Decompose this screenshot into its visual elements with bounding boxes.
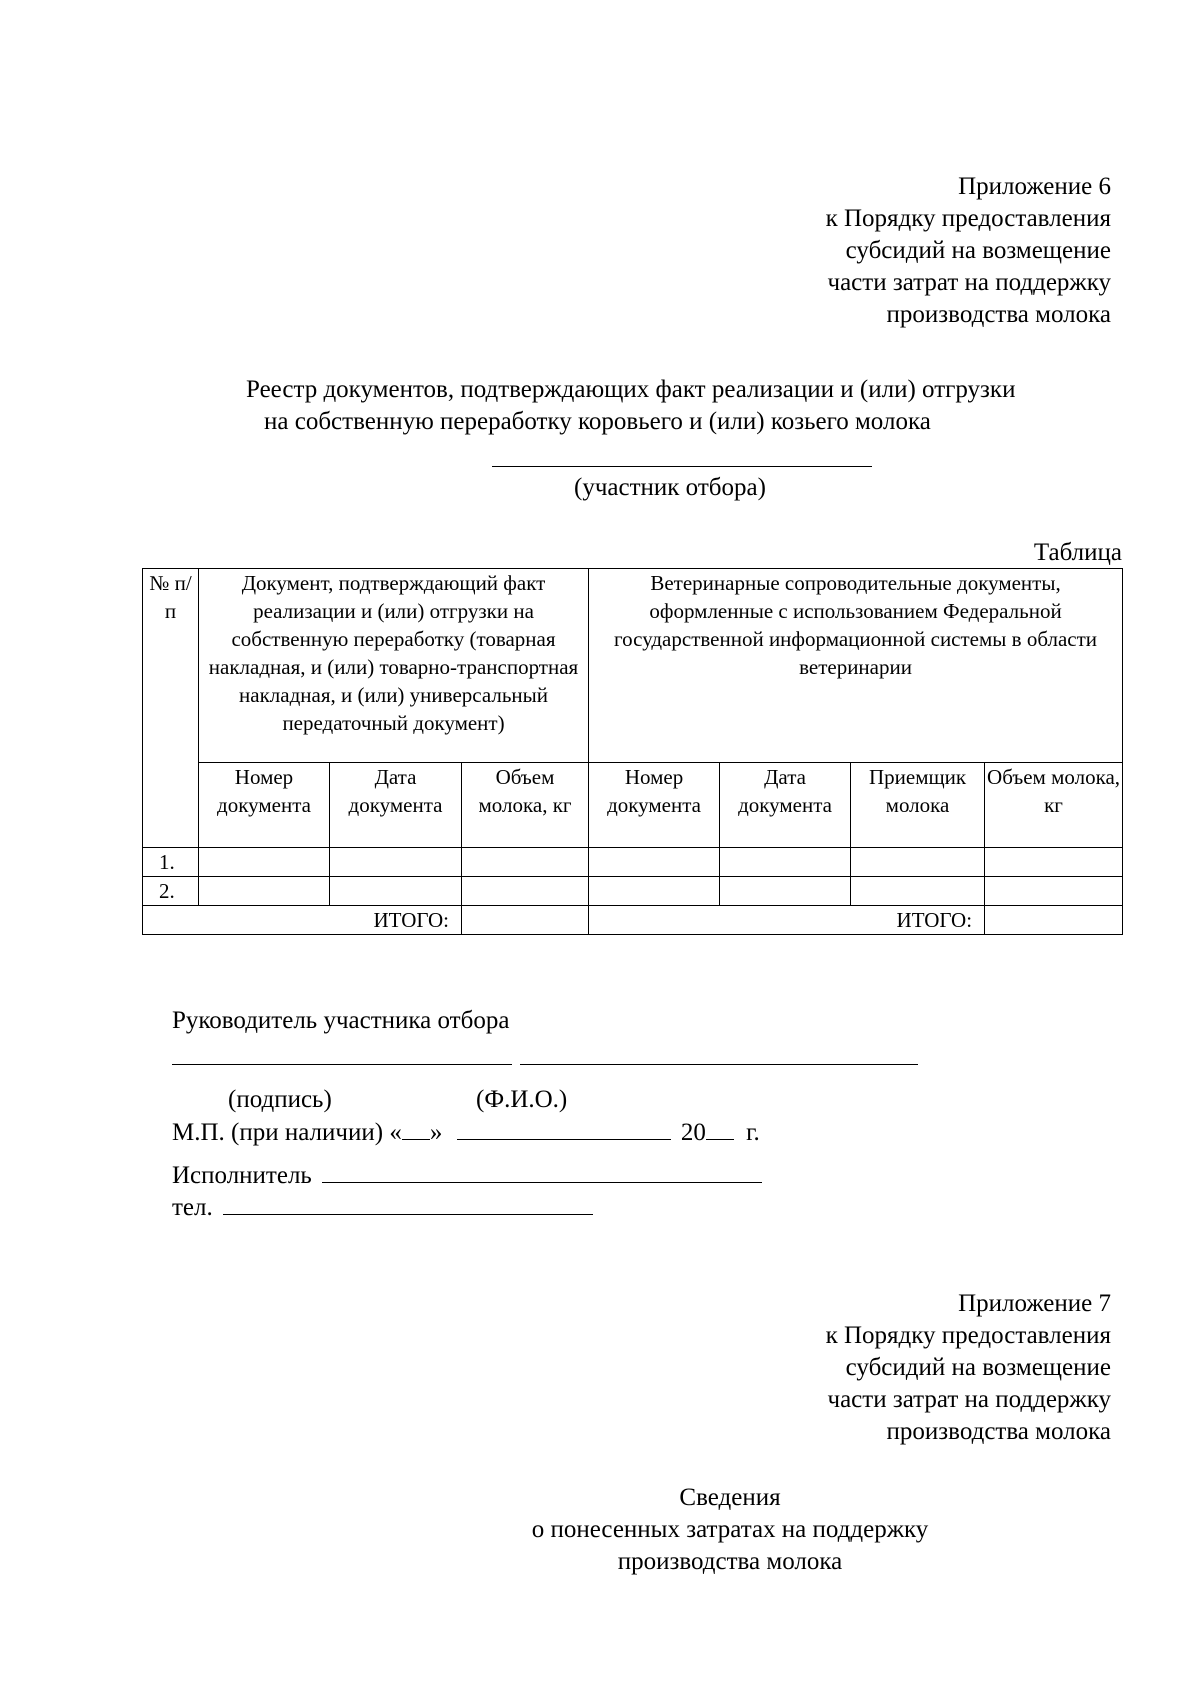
info-title-line-3: производства молока bbox=[617, 1548, 843, 1575]
register-title-line-1: Реестр документов, подтверждающих факт реализации и (или) отгрузки bbox=[246, 376, 1016, 403]
subheader-vet-doc-number: Номер документа bbox=[589, 763, 720, 848]
table-cell bbox=[330, 877, 462, 906]
total-veterinary-value bbox=[985, 906, 1123, 935]
row-number: 1. bbox=[143, 848, 199, 877]
subheader-milk-volume: Объем молока, кг bbox=[462, 763, 589, 848]
register-title-line-2: на собственную переработку коровьего и (или) козьего молока bbox=[264, 408, 931, 435]
subheader-doc-date: Дата документа bbox=[330, 763, 462, 848]
signature-caption: (подпись) bbox=[228, 1086, 332, 1113]
annex-6-line: производства молока bbox=[886, 301, 1111, 328]
table-cell bbox=[330, 848, 462, 877]
table-cell bbox=[462, 848, 589, 877]
subheader-doc-number: Номер документа bbox=[199, 763, 330, 848]
month-blank bbox=[457, 1139, 671, 1140]
table-cell bbox=[462, 877, 589, 906]
stamp-label: М.П. (при наличии) « bbox=[172, 1119, 402, 1146]
day-blank bbox=[402, 1139, 430, 1140]
year-suffix: г. bbox=[746, 1119, 760, 1146]
table-cell bbox=[589, 877, 720, 906]
year-blank bbox=[706, 1139, 734, 1140]
participant-caption: (участник отбора) bbox=[574, 474, 766, 501]
info-title-line-1: Сведения bbox=[679, 1484, 781, 1511]
table-cell bbox=[720, 877, 851, 906]
annex-6-line: Приложение 6 bbox=[958, 173, 1111, 200]
info-title-line-2: о понесенных затратах на поддержку bbox=[531, 1516, 929, 1543]
info-title bbox=[0, 1482, 1200, 1578]
header-group-veterinary-documents: Ветеринарные сопроводительные документы, оформленные с использованием Федеральной государственной информационной системы в области ветеринарии bbox=[589, 569, 1123, 763]
annex-7-line: производства молока bbox=[886, 1418, 1111, 1445]
total-row bbox=[143, 906, 1123, 935]
subheader-vet-doc-date: Дата документа bbox=[720, 763, 851, 848]
subheader-vet-milk-volume: Объем молока, кг bbox=[985, 763, 1123, 848]
stamp-close-quote: » bbox=[429, 1119, 443, 1146]
table-row bbox=[143, 877, 1123, 906]
table-cell bbox=[199, 848, 330, 877]
total-sales-value bbox=[462, 906, 589, 935]
annex-7-line: Приложение 7 bbox=[958, 1290, 1111, 1317]
annex-7-line: к Порядку предоставления bbox=[825, 1322, 1111, 1349]
phone-line bbox=[172, 1192, 593, 1224]
annex-7-line: субсидий на возмещение bbox=[845, 1354, 1111, 1381]
participant-blank-line bbox=[492, 444, 872, 467]
executor-label: Исполнитель bbox=[172, 1162, 312, 1189]
register-table bbox=[142, 568, 1123, 935]
table-cell bbox=[985, 848, 1123, 877]
annex-6-header bbox=[826, 171, 1111, 331]
annex-6-line: субсидий на возмещение bbox=[845, 237, 1111, 264]
year-prefix: 20 bbox=[680, 1119, 706, 1146]
executor-line bbox=[172, 1160, 762, 1192]
table-row bbox=[143, 848, 1123, 877]
phone-label: тел. bbox=[172, 1194, 213, 1221]
table-label: Таблица bbox=[1033, 539, 1122, 566]
table-cell bbox=[589, 848, 720, 877]
executor-blank bbox=[322, 1182, 762, 1183]
table-cell bbox=[851, 848, 985, 877]
subheader-milk-receiver: Приемщик молока bbox=[851, 763, 985, 848]
header-row-number: № п/п bbox=[143, 569, 199, 848]
annex-7-header bbox=[826, 1288, 1111, 1448]
annex-6-line: к Порядку предоставления bbox=[825, 205, 1111, 232]
table-cell bbox=[851, 877, 985, 906]
total-label-veterinary: ИТОГО: bbox=[589, 906, 985, 935]
row-number: 2. bbox=[143, 877, 199, 906]
phone-blank bbox=[223, 1214, 593, 1215]
annex-7-line: части затрат на поддержку bbox=[827, 1386, 1111, 1413]
head-label: Руководитель участника отбора bbox=[172, 1007, 510, 1034]
table-cell bbox=[199, 877, 330, 906]
fio-caption: (Ф.И.О.) bbox=[476, 1086, 568, 1113]
annex-6-line: части затрат на поддержку bbox=[827, 269, 1111, 296]
header-group-sale-documents: Документ, подтверждающий факт реализации и (или) отгрузки на собственную переработку (товарная накладная, и (или) товарно-транспортная накладная, и (или) универсальный передаточный документ) bbox=[199, 569, 589, 763]
fio-line bbox=[520, 1042, 918, 1065]
signature-line bbox=[172, 1042, 512, 1065]
table-cell bbox=[985, 877, 1123, 906]
total-label-sales: ИТОГО: bbox=[143, 906, 462, 935]
table-cell bbox=[720, 848, 851, 877]
stamp-date-line bbox=[172, 1117, 760, 1149]
